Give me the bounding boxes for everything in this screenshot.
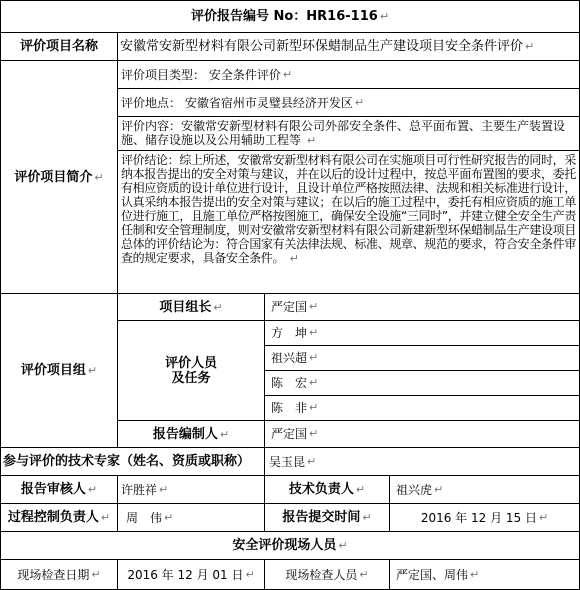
- report-writer-value: 严定国 ↵: [264, 420, 580, 448]
- paragraph-mark-icon: ↵: [307, 454, 317, 468]
- project-location: 评价地点： 安徽省宿州市灵璧县经济开发区 ↵: [117, 88, 580, 117]
- paragraph-mark-icon: ↵: [87, 364, 98, 377]
- field-check-date-label: 现场检查日期 ↵: [0, 559, 118, 590]
- project-conclusion: 评价结论：综上所述，安徽常安新型材料有限公司在实施项目可行性研究报告的同时，采纳本报告提出的安全对策与建议，并在以后的设计过程中，按总平面布置图的要求，委托有相应资质的设计单位进行设计，且设计单位严格按照法律、法规和相关标准进行设计，认真采纳本报告提出的安全对策与建议；在以后的施工过程中，委托有相应资质的施工单位进行施工，且施工单位严格按图施工，确保安全设施“三同时”，并建立健全安全生产责任制和安全管理制度，则对安徽常安新型材料有限公司新建新型环保蜡制品生产建设项目总体的评价结论为：符合国家有关法律法规、标准、规章、规范的要求，符合安全条件审查的规定要求，具备安全条件。 ↵: [117, 150, 580, 294]
- report-number-value: HR16-116: [306, 9, 378, 24]
- project-intro-label: 评价项目简介 ↵: [0, 60, 118, 294]
- submit-time-value: 2016 年 12 月 15 日 ↵: [389, 503, 580, 532]
- paragraph-mark-icon: ↵: [159, 482, 169, 496]
- paragraph-mark-icon: ↵: [309, 351, 319, 364]
- team-members-label: 评价人员 及任务: [117, 320, 265, 421]
- paragraph-mark-icon: ↵: [309, 401, 319, 414]
- paragraph-mark-icon: ↵: [91, 567, 101, 581]
- team-member-2: 祖兴超 ↵: [264, 345, 580, 371]
- project-name-value: 安徽常安新型材料有限公司新型环保蜡制品生产建设项目安全条件评价 ↵: [117, 32, 580, 61]
- process-control-label: 过程控制负责人 ↵: [0, 503, 118, 532]
- project-name-label: 评价项目名称: [0, 32, 118, 61]
- paragraph-mark-icon: ↵: [309, 300, 319, 313]
- experts-value: 吴玉昆 ↵: [264, 447, 580, 476]
- paragraph-mark-icon: ↵: [354, 95, 365, 109]
- tech-lead-label: 技术负责人 ↵: [264, 475, 390, 504]
- field-check-people-label: 现场检查人员 ↵: [264, 559, 390, 590]
- process-control-value: 周 伟 ↵: [117, 503, 265, 532]
- field-check-people-value: 严定国、周伟 ↵: [389, 559, 580, 590]
- paragraph-mark-icon: ↵: [434, 482, 444, 496]
- paragraph-mark-icon: ↵: [282, 67, 293, 81]
- paragraph-mark-icon: ↵: [309, 427, 319, 440]
- paragraph-mark-icon: ↵: [164, 510, 174, 524]
- field-check-date-value: 2016 年 12 月 01 日 ↵: [117, 559, 265, 590]
- paragraph-mark-icon: ↵: [525, 40, 535, 53]
- paragraph-mark-icon: ↵: [355, 483, 366, 496]
- paragraph-mark-icon: ↵: [306, 134, 317, 147]
- paragraph-mark-icon: ↵: [338, 539, 348, 552]
- experts-label: 参与评价的技术专家（姓名、资质或职称）: [0, 447, 265, 476]
- paragraph-mark-icon: ↵: [245, 567, 255, 581]
- paragraph-mark-icon: ↵: [538, 510, 549, 524]
- team-member-1: 方 坤 ↵: [264, 320, 580, 346]
- paragraph-mark-icon: ↵: [100, 511, 111, 524]
- paragraph-mark-icon: ↵: [87, 483, 98, 496]
- submit-time-label: 报告提交时间 ↵: [264, 503, 390, 532]
- paragraph-mark-icon: ↵: [362, 511, 372, 524]
- reviewer-value: 许胜祥 ↵: [117, 475, 265, 504]
- project-type: 评价项目类型： 安全条件评价 ↵: [117, 60, 580, 89]
- team-leader-value: 严定国 ↵: [264, 293, 580, 321]
- project-content: 评价内容：安徽常安新型材料有限公司外部安全条件、总平面布置、主要生产装置设施、储存设施以及公用辅助工程等 ↵: [117, 116, 580, 151]
- team-leader-label: 项目组长 ↵: [117, 293, 265, 321]
- report-number-label: 评价报告编号 No：: [190, 9, 307, 24]
- paragraph-mark-icon: ↵: [359, 567, 369, 581]
- tech-lead-value: 祖兴虎 ↵: [389, 475, 580, 504]
- paragraph-mark-icon: ↵: [94, 170, 104, 184]
- paragraph-mark-icon: ↵: [379, 10, 390, 23]
- team-label: 评价项目组 ↵: [0, 293, 118, 448]
- report-number-row: [0, 0, 580, 33]
- paragraph-mark-icon: ↵: [309, 326, 319, 339]
- report-writer-label: 报告编制人 ↵: [117, 420, 265, 448]
- paragraph-mark-icon: ↵: [213, 300, 223, 314]
- paragraph-mark-icon: ↵: [289, 252, 299, 265]
- field-staff-title: 安全评价现场人员 ↵: [0, 531, 580, 560]
- team-member-3: 陈 宏 ↵: [264, 370, 580, 396]
- reviewer-label: 报告审核人 ↵: [0, 475, 118, 504]
- paragraph-mark-icon: ↵: [309, 376, 319, 389]
- team-member-4: 陈 非 ↵: [264, 395, 580, 421]
- paragraph-mark-icon: ↵: [470, 567, 480, 581]
- paragraph-mark-icon: ↵: [219, 427, 230, 441]
